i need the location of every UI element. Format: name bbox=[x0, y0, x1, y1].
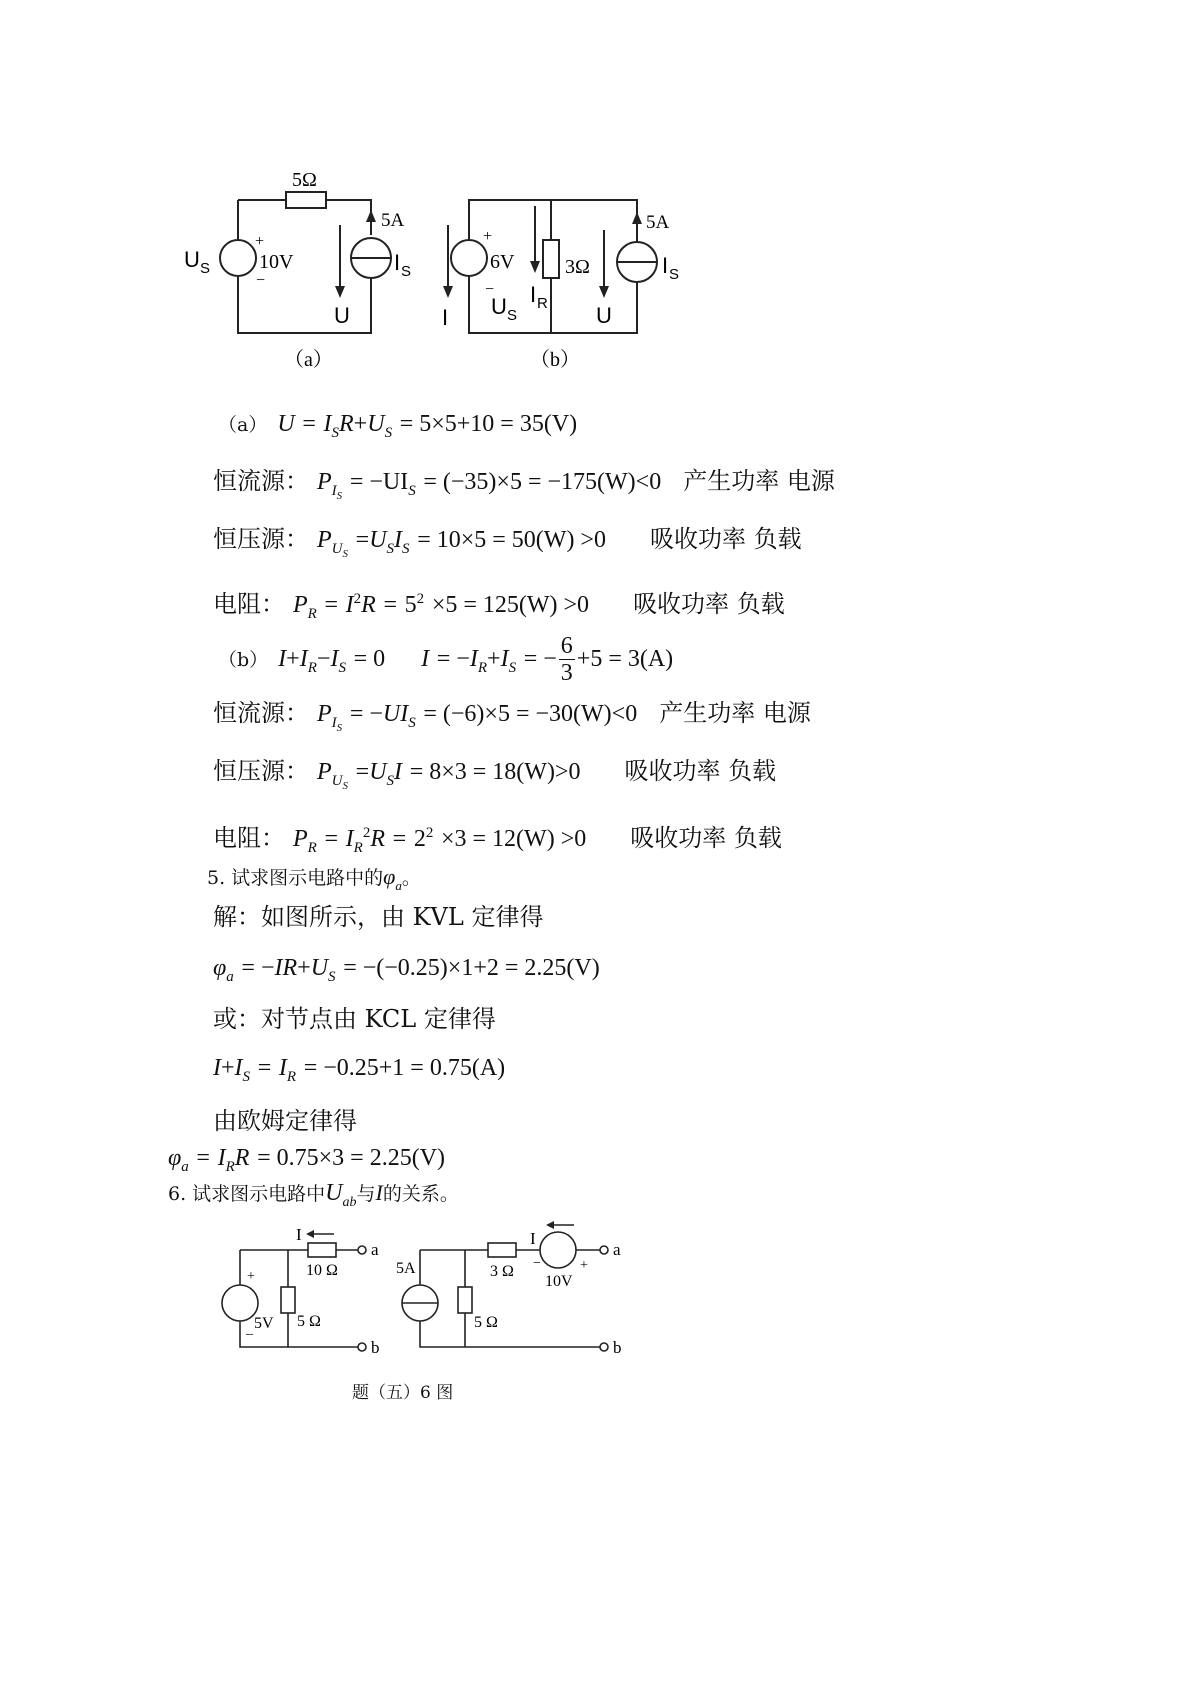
resistor-5ohm bbox=[286, 192, 326, 208]
q5-solution-intro: 解：如图所示，由 KVL 定律得 bbox=[213, 903, 544, 931]
line1-note: 产生功率 电源 bbox=[683, 467, 835, 495]
q5-equation-2: $I+I_S = I_R = -0.25+1 = 0.75(A)$ bbox=[213, 1055, 506, 1085]
resistor-3ohm-q6 bbox=[488, 1243, 516, 1257]
plus-left: + bbox=[247, 1269, 255, 1284]
line2-label: 恒压源： bbox=[213, 525, 309, 553]
i-label-left: I bbox=[296, 1225, 302, 1244]
line4-eq2: = (−6)×5 = −30(W)<0 bbox=[423, 701, 638, 727]
q6-left-circuit bbox=[210, 1225, 395, 1360]
resistor-5ohm-left bbox=[281, 1287, 295, 1313]
solution-line-6: 电阻： $P_R = I_R^2R = 2^2 \times 3 = 12(W) >0$ 吸收功率 负载 bbox=[213, 824, 782, 856]
line4-note: 产生功率 电源 bbox=[659, 699, 811, 727]
line1-eq2: = (−35)×5 = −175(W)<0 bbox=[423, 469, 662, 495]
b-label-right: b bbox=[613, 1338, 622, 1357]
line5-eq: = 8×3 = 18(W)>0 bbox=[409, 759, 581, 785]
source-plus-b: + bbox=[483, 228, 493, 245]
solution-line-2: 恒压源： $P_{U_S} =U_SI_S = 10\times 5 = 50(W) >0$ 吸收功率 负载 bbox=[213, 525, 802, 560]
plus-right: + bbox=[580, 1258, 588, 1273]
us-sub-b: S bbox=[507, 307, 518, 324]
resistor-label: 5Ω bbox=[292, 170, 317, 191]
b-label-left: b bbox=[371, 1338, 380, 1357]
voltage-source-5v bbox=[222, 1285, 258, 1321]
line2-note: 吸收功率 负载 bbox=[649, 525, 802, 553]
question-6-title: 6. 试求图示电路中$U_{ab}$与I的关系。 bbox=[168, 1180, 459, 1210]
resistor-10ohm bbox=[308, 1243, 336, 1257]
minus-right: − bbox=[533, 1256, 541, 1271]
solution-line-3: 电阻： $P_R = I^2R = 5^2 \times 5 = 125(W) >0$ 吸收功率 负载 bbox=[213, 590, 785, 622]
q6-title-pre: 6. 试求图示电路中 bbox=[168, 1183, 326, 1205]
line3-note: 吸收功率 负载 bbox=[633, 590, 785, 618]
is-label: I bbox=[394, 250, 401, 275]
q5-eq1: = −(−0.25)×1+2 = 2.25(V) bbox=[343, 955, 600, 981]
is-sub: S bbox=[401, 263, 412, 280]
us-label: U bbox=[184, 247, 200, 272]
current-value-label: 5A bbox=[381, 210, 405, 231]
line1-label: 恒流源： bbox=[213, 467, 309, 495]
line6-note: 吸收功率 负载 bbox=[630, 824, 782, 852]
label-a-prefix: （a） bbox=[218, 414, 268, 436]
eq-b2: +5 = 3(A) bbox=[576, 646, 674, 672]
line6-label: 电阻： bbox=[213, 824, 285, 852]
q5-solution-alt: 或：对节点由 KCL 定律得 bbox=[213, 1005, 496, 1033]
us-sub: S bbox=[200, 260, 211, 277]
is-value-b: 5A bbox=[646, 212, 670, 233]
i-label-b: I bbox=[442, 305, 449, 330]
line1-eq: = −UI bbox=[349, 469, 409, 495]
u-label: U bbox=[334, 303, 350, 328]
v-label-right: 10V bbox=[545, 1273, 573, 1290]
a-label-right: a bbox=[613, 1240, 621, 1259]
q6-figure-caption: 题（五）6 图 bbox=[352, 1383, 454, 1403]
ir-sub: R bbox=[537, 295, 548, 312]
terminal-a-right[interactable] bbox=[600, 1246, 608, 1254]
terminal-b-left[interactable] bbox=[358, 1343, 366, 1351]
source-plus: + bbox=[255, 233, 265, 250]
q5-title-end: 。 bbox=[401, 867, 421, 889]
eq-b1: = 0 bbox=[353, 646, 386, 672]
q6-right-circuit bbox=[390, 1215, 640, 1360]
us-label-b: U bbox=[491, 294, 507, 319]
q5-equation-3: $\varphi_a = I_RR = 0.75\times 3 = 2.25(V)$ bbox=[168, 1145, 446, 1175]
v-label-left: 5V bbox=[254, 1315, 274, 1332]
voltage-value-b: 6V bbox=[490, 251, 515, 273]
r1-label-right: 3 Ω bbox=[490, 1263, 514, 1280]
voltage-value-label: 10V bbox=[259, 251, 294, 273]
circuit-figure-b bbox=[430, 170, 720, 395]
solution-a-line: （a） $U = I_SR+U_S = 5\times 5+10 = 35(V)$ bbox=[218, 411, 578, 441]
ir-label: I bbox=[530, 282, 537, 307]
line5-note: 吸收功率 负载 bbox=[624, 757, 777, 785]
solution-line-4: 恒流源： $P_{I_S} = -UI_S = (-6)\times 5 = -30(W)<0$ 产生功率 电源 bbox=[213, 699, 811, 734]
figure-b-caption: （b） bbox=[530, 349, 580, 371]
solution-line-5: 恒压源： $P_{U_S} =U_SI = 8\times 3 = 18(W)>0$ 吸收功率 负载 bbox=[213, 757, 777, 792]
q6-title-end: 的关系。 bbox=[382, 1183, 459, 1205]
line5-label: 恒压源： bbox=[213, 757, 309, 785]
solution-b-line: （b） $I+I_R-I_S = 0$ $I = -I_R+I_S$ = − $\frac{6}{3}$ +5 = 3(A) bbox=[218, 633, 674, 686]
minus-left: _ bbox=[246, 1322, 253, 1337]
voltage-source-us bbox=[220, 240, 256, 276]
voltage-source-6v bbox=[451, 240, 487, 276]
solution-line-1: 恒流源： $P_{I_S} = -UI_S = (-35)\times 5 = -175(W)<0$ 产生功率 电源 bbox=[213, 467, 835, 502]
resistor-label-b: 3Ω bbox=[565, 256, 590, 278]
eq-a: = 5×5+10 = 35(V) bbox=[399, 411, 578, 437]
figure-a-caption: （a） bbox=[284, 349, 333, 371]
circuit-figure-a bbox=[180, 170, 420, 395]
r2-label-right: 5 Ω bbox=[474, 1314, 498, 1331]
q5-eq2: = −0.25+1 = 0.75(A) bbox=[303, 1055, 506, 1081]
r1-label-left: 10 Ω bbox=[306, 1262, 338, 1279]
line3-eq: ×5 = 125(W) >0 bbox=[431, 592, 590, 618]
line2-eq: = 10×5 = 50(W) >0 bbox=[417, 527, 606, 553]
resistor-3ohm bbox=[543, 240, 559, 278]
terminal-a-left[interactable] bbox=[358, 1246, 366, 1254]
i-label-right: I bbox=[530, 1229, 536, 1248]
label-b-prefix: （b） bbox=[218, 649, 269, 671]
line4-label: 恒流源： bbox=[213, 699, 309, 727]
q5-eq3: = 0.75×3 = 2.25(V) bbox=[257, 1145, 446, 1171]
q5-title: 5. 试求图示电路中的 bbox=[207, 867, 384, 889]
q5-equation-1: $\varphi_a = -IR+U_S = -(-0.25)\times 1+2 = 2.25(V)$ bbox=[213, 955, 600, 985]
source-minus-b: − bbox=[485, 281, 495, 298]
is-label-b: I bbox=[662, 253, 669, 278]
question-5-title: 5. 试求图示电路中的$\varphi_a$。 bbox=[207, 864, 421, 893]
source-minus: − bbox=[256, 272, 266, 289]
line3-label: 电阻： bbox=[213, 590, 285, 618]
line6-eq: ×3 = 12(W) >0 bbox=[440, 826, 587, 852]
i-src-label: 5A bbox=[396, 1260, 416, 1277]
a-label-left: a bbox=[371, 1240, 379, 1259]
resistor-5ohm-right bbox=[458, 1287, 472, 1313]
terminal-b-right[interactable] bbox=[600, 1343, 608, 1351]
q5-ohm-intro: 由欧姆定律得 bbox=[213, 1107, 357, 1135]
current-source-10v bbox=[540, 1232, 576, 1268]
fraction-6-3: $\frac{6}{3}$ bbox=[560, 633, 573, 686]
u-label-b: U bbox=[596, 303, 612, 328]
r2-label-left: 5 Ω bbox=[297, 1313, 321, 1330]
is-sub-b: S bbox=[669, 266, 680, 283]
q6-title-mid: 与 bbox=[356, 1183, 376, 1205]
